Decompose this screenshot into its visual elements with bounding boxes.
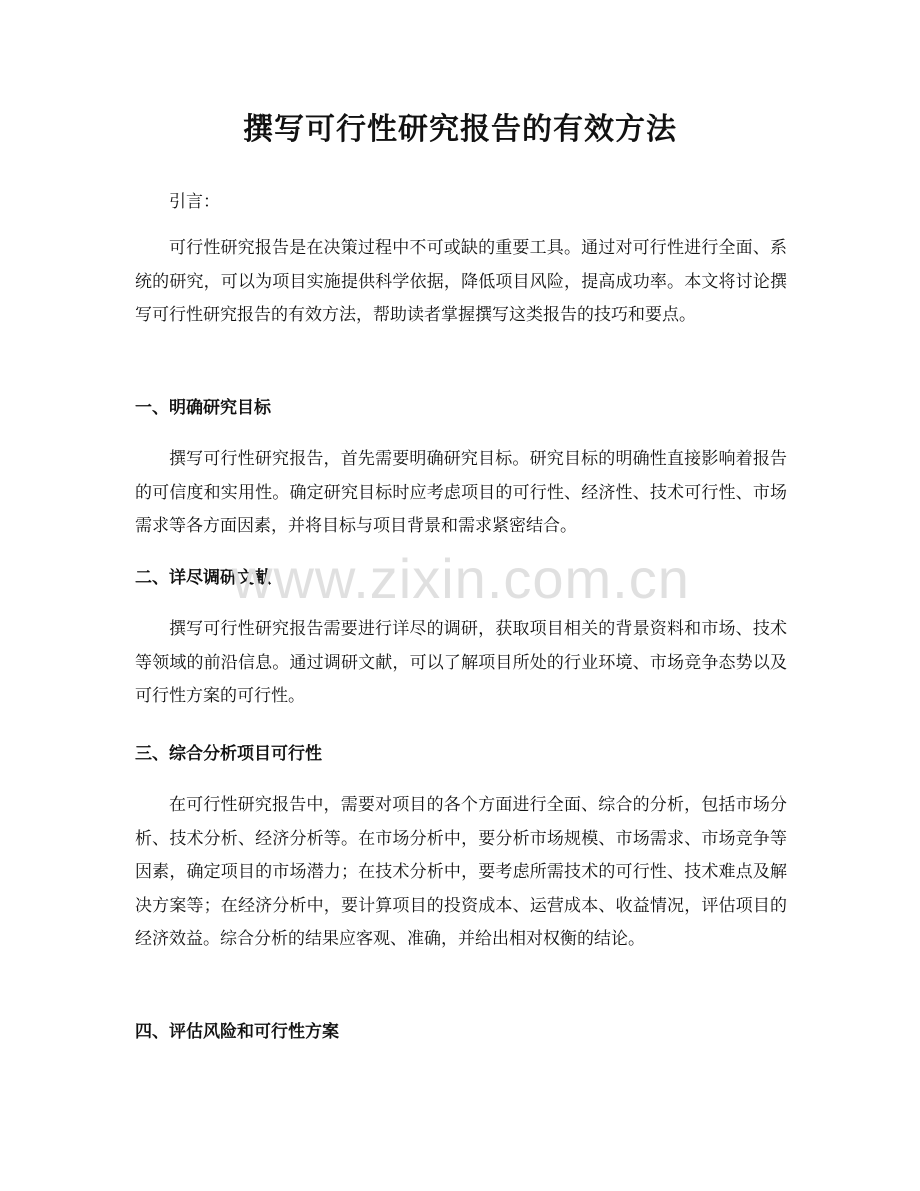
watermark-text: www.zixin.com.cn [232,547,690,610]
section-heading-2: 二、详尽调研文献 [135,568,271,588]
document-title: 撰写可行性研究报告的有效方法 [243,112,677,147]
intro-label: 引言： [169,192,220,212]
section-paragraph-3: 在可行性研究报告中，需要对项目的各个方面进行全面、综合的分析，包括市场分析、技术分析、经济分析等。在市场分析中，要分析市场规模、市场需求、市场竞争等因素，确定项目的市场潜力；在技术分析中，要考虑所需技术的可行性、技术难点及解决方案等；在经济分析中，要计算项目的投资成本、运营成本、收益情况，评估项目的经济效益。综合分析的结果应客观、准确，并给出相对权衡的结论。 [135,795,787,949]
section-paragraph-1: 撰写可行性研究报告，首先需要明确研究目标。研究目标的明确性直接影响着报告的可信度和实用性。确定研究目标时应考虑项目的可行性、经济性、技术可行性、市场需求等各方面因素，并将目标与项目背景和需求紧密结合。 [135,449,787,536]
intro-paragraph: 可行性研究报告是在决策过程中不可或缺的重要工具。通过对可行性进行全面、系统的研究，可以为项目实施提供科学依据，降低项目风险，提高成功率。本文将讨论撰写可行性研究报告的有效方法，帮助读者掌握撰写这类报告的技巧和要点。 [135,238,787,325]
section-paragraph-2: 撰写可行性研究报告需要进行详尽的调研，获取项目相关的背景资料和市场、技术等领域的前沿信息。通过调研文献，可以了解项目所处的行业环境、市场竞争态势以及可行性方案的可行性。 [135,619,787,706]
section-heading-4: 四、评估风险和可行性方案 [135,1022,339,1042]
section-heading-1: 一、明确研究目标 [135,398,271,418]
section-heading-3: 三、综合分析项目可行性 [135,744,322,764]
